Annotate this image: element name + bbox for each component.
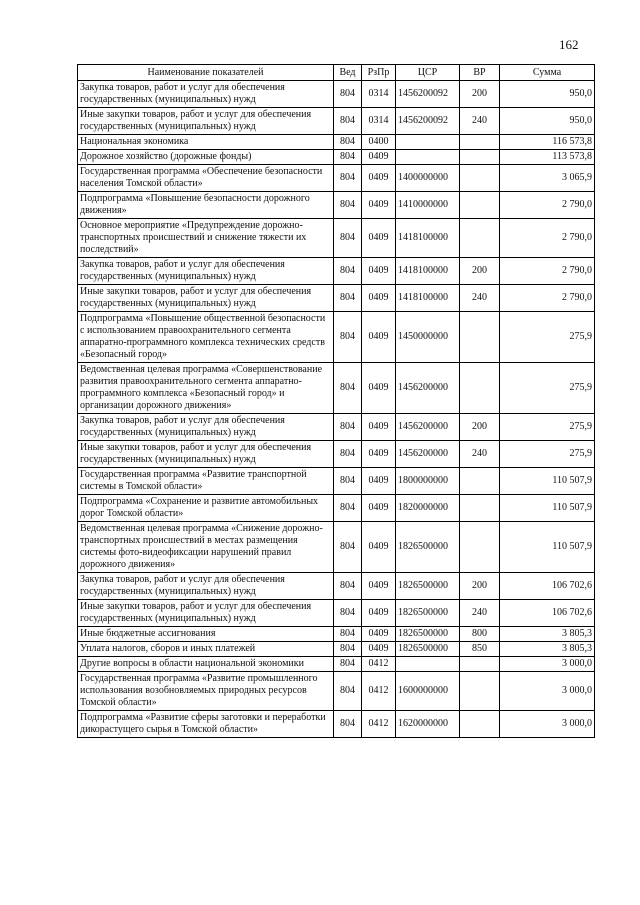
table-row bbox=[78, 108, 595, 135]
cell-vr bbox=[460, 468, 500, 495]
cell-rzpr: 0409 bbox=[362, 441, 396, 468]
cell-csr: 1456200000 bbox=[396, 414, 460, 441]
table-row bbox=[78, 495, 595, 522]
cell-rzpr: 0412 bbox=[362, 657, 396, 672]
cell-csr: 1800000000 bbox=[396, 468, 460, 495]
cell-vr bbox=[460, 192, 500, 219]
cell-rzpr: 0409 bbox=[362, 522, 396, 573]
cell-vr: 200 bbox=[460, 573, 500, 600]
cell-name: Подпрограмма «Развитие сферы заготовки и переработки дикорастущего сырья в Томской области» bbox=[78, 711, 334, 738]
cell-name: Государственная программа «Развитие промышленного использования возобновляемых природных ресурсов Томской области» bbox=[78, 672, 334, 711]
page-number: 162 bbox=[559, 37, 579, 52]
cell-name: Иные закупки товаров, работ и услуг для обеспечения государственных (муниципальных) нужд bbox=[78, 441, 334, 468]
cell-csr: 1450000000 bbox=[396, 312, 460, 363]
cell-csr bbox=[396, 657, 460, 672]
cell-sum: 110 507,9 bbox=[500, 495, 595, 522]
cell-vr bbox=[460, 657, 500, 672]
header-rzpr: РзПр bbox=[362, 65, 396, 81]
table-row bbox=[78, 258, 595, 285]
cell-name: Национальная экономика bbox=[78, 135, 334, 150]
cell-name: Иные закупки товаров, работ и услуг для обеспечения государственных (муниципальных) нужд bbox=[78, 600, 334, 627]
cell-vr: 240 bbox=[460, 285, 500, 312]
table-row bbox=[78, 414, 595, 441]
cell-vr: 800 bbox=[460, 627, 500, 642]
cell-vr: 240 bbox=[460, 600, 500, 627]
cell-csr: 1418100000 bbox=[396, 258, 460, 285]
cell-ved: 804 bbox=[334, 108, 362, 135]
cell-csr: 1456200000 bbox=[396, 363, 460, 414]
cell-sum: 275,9 bbox=[500, 312, 595, 363]
cell-vr bbox=[460, 135, 500, 150]
table-row bbox=[78, 627, 595, 642]
cell-vr bbox=[460, 711, 500, 738]
cell-vr: 200 bbox=[460, 81, 500, 108]
table-row bbox=[78, 642, 595, 657]
cell-sum: 3 000,0 bbox=[500, 711, 595, 738]
cell-rzpr: 0409 bbox=[362, 312, 396, 363]
cell-ved: 804 bbox=[334, 165, 362, 192]
cell-ved: 804 bbox=[334, 219, 362, 258]
cell-rzpr: 0409 bbox=[362, 219, 396, 258]
cell-csr: 1826500000 bbox=[396, 573, 460, 600]
cell-rzpr: 0409 bbox=[362, 258, 396, 285]
cell-csr: 1826500000 bbox=[396, 522, 460, 573]
cell-ved: 804 bbox=[334, 468, 362, 495]
cell-sum: 3 805,3 bbox=[500, 627, 595, 642]
cell-ved: 804 bbox=[334, 573, 362, 600]
cell-ved: 804 bbox=[334, 627, 362, 642]
header-name: Наименование показателей bbox=[78, 65, 334, 81]
cell-sum: 116 573,8 bbox=[500, 135, 595, 150]
cell-rzpr: 0409 bbox=[362, 642, 396, 657]
cell-rzpr: 0400 bbox=[362, 135, 396, 150]
cell-rzpr: 0409 bbox=[362, 414, 396, 441]
cell-vr bbox=[460, 672, 500, 711]
cell-ved: 804 bbox=[334, 495, 362, 522]
budget-table bbox=[77, 64, 595, 738]
cell-vr bbox=[460, 495, 500, 522]
cell-name: Государственная программа «Развитие транспортной системы в Томской области» bbox=[78, 468, 334, 495]
cell-vr bbox=[460, 522, 500, 573]
cell-ved: 804 bbox=[334, 657, 362, 672]
cell-ved: 804 bbox=[334, 363, 362, 414]
table-row bbox=[78, 600, 595, 627]
cell-rzpr: 0409 bbox=[362, 573, 396, 600]
cell-rzpr: 0409 bbox=[362, 495, 396, 522]
table-row bbox=[78, 285, 595, 312]
cell-name: Основное мероприятие «Предупреждение дорожно-транспортных происшествий и снижение тяжести их последствий» bbox=[78, 219, 334, 258]
cell-vr bbox=[460, 165, 500, 192]
cell-rzpr: 0409 bbox=[362, 285, 396, 312]
cell-ved: 804 bbox=[334, 312, 362, 363]
cell-sum: 2 790,0 bbox=[500, 285, 595, 312]
cell-name: Закупка товаров, работ и услуг для обеспечения государственных (муниципальных) нужд bbox=[78, 573, 334, 600]
cell-sum: 113 573,8 bbox=[500, 150, 595, 165]
table-row bbox=[78, 150, 595, 165]
cell-name: Закупка товаров, работ и услуг для обеспечения государственных (муниципальных) нужд bbox=[78, 258, 334, 285]
cell-vr: 200 bbox=[460, 258, 500, 285]
cell-rzpr: 0409 bbox=[362, 192, 396, 219]
cell-rzpr: 0314 bbox=[362, 108, 396, 135]
header-vr: ВР bbox=[460, 65, 500, 81]
cell-csr: 1410000000 bbox=[396, 192, 460, 219]
cell-sum: 275,9 bbox=[500, 363, 595, 414]
table-body bbox=[78, 81, 595, 738]
table-row bbox=[78, 219, 595, 258]
cell-rzpr: 0409 bbox=[362, 468, 396, 495]
cell-csr: 1620000000 bbox=[396, 711, 460, 738]
table-row bbox=[78, 711, 595, 738]
cell-csr: 1826500000 bbox=[396, 627, 460, 642]
cell-rzpr: 0314 bbox=[362, 81, 396, 108]
table-header-row bbox=[78, 65, 595, 81]
table-row bbox=[78, 81, 595, 108]
cell-ved: 804 bbox=[334, 258, 362, 285]
cell-csr: 1820000000 bbox=[396, 495, 460, 522]
cell-sum: 110 507,9 bbox=[500, 468, 595, 495]
cell-sum: 106 702,6 bbox=[500, 600, 595, 627]
table-row bbox=[78, 312, 595, 363]
cell-name: Ведомственная целевая программа «Снижение дорожно-транспортных происшествий в местах размещения системы фото-видеофиксации нарушений правил дорожного движения» bbox=[78, 522, 334, 573]
cell-sum: 106 702,6 bbox=[500, 573, 595, 600]
cell-sum: 2 790,0 bbox=[500, 219, 595, 258]
cell-sum: 950,0 bbox=[500, 108, 595, 135]
cell-csr: 1418100000 bbox=[396, 219, 460, 258]
table-row bbox=[78, 165, 595, 192]
table-row bbox=[78, 363, 595, 414]
table-row bbox=[78, 441, 595, 468]
cell-csr: 1456200092 bbox=[396, 81, 460, 108]
header-sum: Сумма bbox=[500, 65, 595, 81]
cell-csr: 1418100000 bbox=[396, 285, 460, 312]
cell-ved: 804 bbox=[334, 285, 362, 312]
cell-csr: 1456200092 bbox=[396, 108, 460, 135]
cell-vr: 240 bbox=[460, 441, 500, 468]
cell-sum: 3 065,9 bbox=[500, 165, 595, 192]
cell-ved: 804 bbox=[334, 441, 362, 468]
cell-name: Иные закупки товаров, работ и услуг для обеспечения государственных (муниципальных) нужд bbox=[78, 108, 334, 135]
cell-ved: 804 bbox=[334, 81, 362, 108]
cell-name: Дорожное хозяйство (дорожные фонды) bbox=[78, 150, 334, 165]
cell-rzpr: 0409 bbox=[362, 363, 396, 414]
table-row bbox=[78, 672, 595, 711]
table-row bbox=[78, 468, 595, 495]
cell-name: Иные бюджетные ассигнования bbox=[78, 627, 334, 642]
cell-sum: 2 790,0 bbox=[500, 258, 595, 285]
cell-csr: 1400000000 bbox=[396, 165, 460, 192]
cell-sum: 3 000,0 bbox=[500, 657, 595, 672]
cell-sum: 110 507,9 bbox=[500, 522, 595, 573]
cell-name: Другие вопросы в области национальной экономики bbox=[78, 657, 334, 672]
header-csr: ЦСР bbox=[396, 65, 460, 81]
cell-ved: 804 bbox=[334, 414, 362, 441]
table-row bbox=[78, 135, 595, 150]
cell-name: Подпрограмма «Повышение общественной безопасности с использованием правоохранительного сегмента аппаратно-программного комплекса технических средств «Безопасный город» bbox=[78, 312, 334, 363]
cell-sum: 275,9 bbox=[500, 441, 595, 468]
cell-name: Закупка товаров, работ и услуг для обеспечения государственных (муниципальных) нужд bbox=[78, 414, 334, 441]
cell-sum: 3 805,3 bbox=[500, 642, 595, 657]
cell-name: Ведомственная целевая программа «Совершенствование развития правоохранительного сегмента аппаратно-программного комплекса «Безопасный город» и организации дорожного движения» bbox=[78, 363, 334, 414]
cell-rzpr: 0412 bbox=[362, 672, 396, 711]
cell-sum: 275,9 bbox=[500, 414, 595, 441]
cell-sum: 2 790,0 bbox=[500, 192, 595, 219]
cell-vr bbox=[460, 219, 500, 258]
cell-csr: 1826500000 bbox=[396, 642, 460, 657]
cell-ved: 804 bbox=[334, 192, 362, 219]
cell-rzpr: 0409 bbox=[362, 627, 396, 642]
cell-name: Подпрограмма «Повышение безопасности дорожного движения» bbox=[78, 192, 334, 219]
cell-name: Подпрограмма «Сохранение и развитие автомобильных дорог Томской области» bbox=[78, 495, 334, 522]
cell-vr bbox=[460, 150, 500, 165]
cell-ved: 804 bbox=[334, 642, 362, 657]
cell-name: Государственная программа «Обеспечение безопасности населения Томской области» bbox=[78, 165, 334, 192]
cell-csr bbox=[396, 135, 460, 150]
table-row bbox=[78, 192, 595, 219]
cell-csr bbox=[396, 150, 460, 165]
table-row bbox=[78, 657, 595, 672]
cell-ved: 804 bbox=[334, 672, 362, 711]
cell-rzpr: 0409 bbox=[362, 600, 396, 627]
cell-rzpr: 0409 bbox=[362, 165, 396, 192]
cell-vr: 200 bbox=[460, 414, 500, 441]
table-row bbox=[78, 522, 595, 573]
cell-rzpr: 0409 bbox=[362, 150, 396, 165]
table-row bbox=[78, 573, 595, 600]
cell-rzpr: 0412 bbox=[362, 711, 396, 738]
cell-ved: 804 bbox=[334, 600, 362, 627]
cell-vr bbox=[460, 312, 500, 363]
cell-ved: 804 bbox=[334, 711, 362, 738]
cell-ved: 804 bbox=[334, 150, 362, 165]
cell-sum: 3 000,0 bbox=[500, 672, 595, 711]
cell-csr: 1456200000 bbox=[396, 441, 460, 468]
cell-name: Иные закупки товаров, работ и услуг для обеспечения государственных (муниципальных) нужд bbox=[78, 285, 334, 312]
cell-csr: 1600000000 bbox=[396, 672, 460, 711]
cell-vr: 240 bbox=[460, 108, 500, 135]
cell-ved: 804 bbox=[334, 135, 362, 150]
cell-name: Уплата налогов, сборов и иных платежей bbox=[78, 642, 334, 657]
cell-csr: 1826500000 bbox=[396, 600, 460, 627]
cell-name: Закупка товаров, работ и услуг для обеспечения государственных (муниципальных) нужд bbox=[78, 81, 334, 108]
header-ved: Вед bbox=[334, 65, 362, 81]
cell-vr bbox=[460, 363, 500, 414]
cell-sum: 950,0 bbox=[500, 81, 595, 108]
cell-ved: 804 bbox=[334, 522, 362, 573]
cell-vr: 850 bbox=[460, 642, 500, 657]
